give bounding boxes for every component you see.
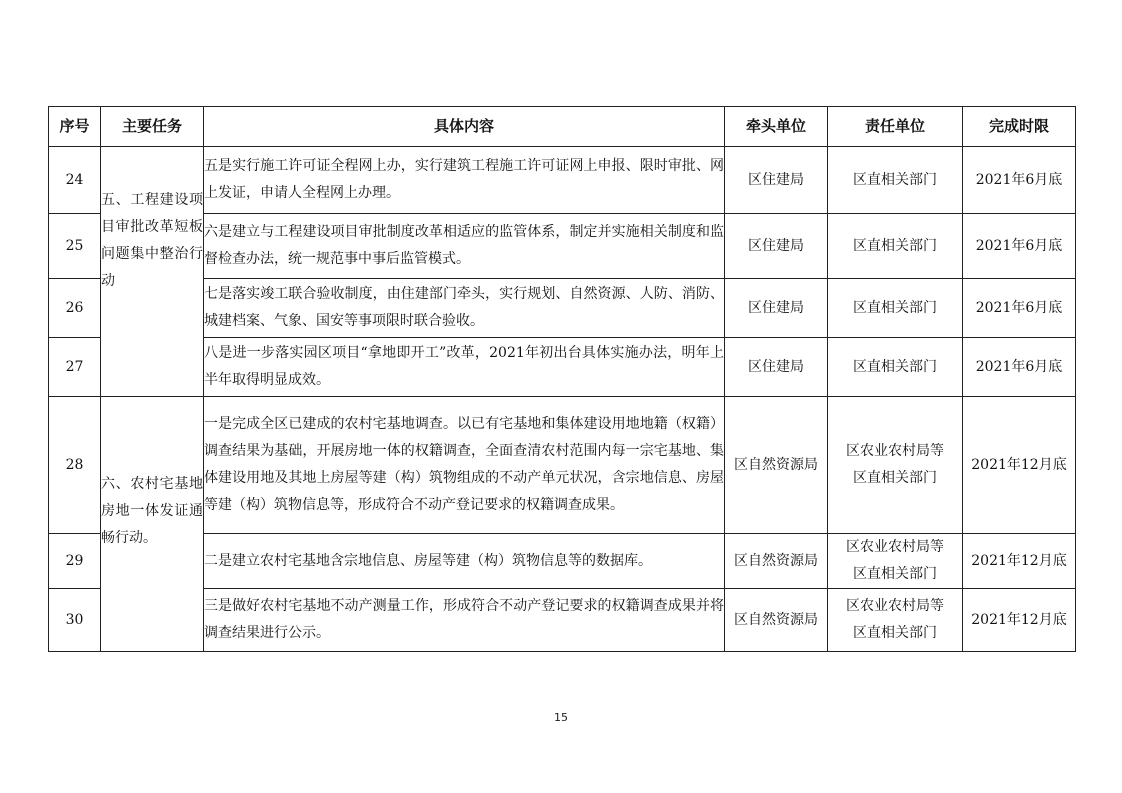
row-deadline: 2021年6月底 <box>963 147 1076 214</box>
task-table <box>48 106 1076 652</box>
responsible-unit-line: 区直相关部门 <box>853 358 937 375</box>
row-content: 七是落实竣工联合验收制度，由住建部门牵头，实行规划、自然资源、人防、消防、城建档案、气象、国安等事项限时联合验收。 <box>204 279 725 338</box>
row-number: 25 <box>49 214 101 279</box>
responsible-unit-line: 区直相关部门 <box>853 566 937 582</box>
row-content: 八是进一步落实园区项目“拿地即开工”改革，2021年初出台具体实施办法，明年上半年取得明显成效。 <box>204 338 725 397</box>
table-row <box>49 534 1076 589</box>
main-task-cell <box>101 397 204 652</box>
header-serial-number: 序号 <box>49 107 101 147</box>
row-lead-unit: 区住建局 <box>725 147 828 214</box>
table-row <box>49 338 1076 397</box>
header-lead-unit: 牵头单位 <box>725 107 828 147</box>
row-deadline: 2021年12月底 <box>963 397 1076 534</box>
row-content: 五是实行施工许可证全程网上办，实行建筑工程施工许可证网上申报、限时审批、网上发证，申请人全程网上办理。 <box>204 147 725 214</box>
row-content: 六是建立与工程建设项目审批制度改革相适应的监管体系，制定并实施相关制度和监督检查办法，统一规范事中事后监管模式。 <box>204 214 725 279</box>
row-deadline: 2021年12月底 <box>963 534 1076 589</box>
table-row <box>49 279 1076 338</box>
table-header-row <box>49 107 1076 147</box>
header-responsible-unit: 责任单位 <box>828 107 963 147</box>
row-deadline: 2021年6月底 <box>963 338 1076 397</box>
row-content: 三是做好农村宅基地不动产测量工作，形成符合不动产登记要求的权籍调查成果并将调查结果进行公示。 <box>204 589 725 652</box>
row-number: 24 <box>49 147 101 214</box>
row-number: 28 <box>49 397 101 534</box>
row-lead-unit: 区自然资源局 <box>725 589 828 652</box>
row-content: 二是建立农村宅基地含宗地信息、房屋等建（构）筑物信息等的数据库。 <box>204 534 725 589</box>
row-responsible-unit <box>828 589 963 652</box>
row-lead-unit: 区自然资源局 <box>725 534 828 589</box>
table-row <box>49 589 1076 652</box>
row-number: 26 <box>49 279 101 338</box>
responsible-unit-line: 区直相关部门 <box>853 470 937 486</box>
row-responsible-unit <box>828 147 963 214</box>
responsible-unit-line: 区农业农村局等 <box>846 539 944 555</box>
row-responsible-unit <box>828 397 963 534</box>
main-task-text: 五、工程建设项目审批改革短板问题集中整治行动 <box>101 192 203 289</box>
row-deadline: 2021年12月底 <box>963 589 1076 652</box>
responsible-unit-line: 区农业农村局等 <box>846 598 944 614</box>
row-deadline: 2021年6月底 <box>963 214 1076 279</box>
page-number: 15 <box>554 711 568 724</box>
row-responsible-unit <box>828 279 963 338</box>
row-responsible-unit <box>828 534 963 589</box>
row-responsible-unit <box>828 338 963 397</box>
row-lead-unit: 区住建局 <box>725 338 828 397</box>
row-content: 一是完成全区已建成的农村宅基地调查。以已有宅基地和集体建设用地地籍（权籍）调查结果为基础，开展房地一体的权籍调查，全面查清农村范围内每一宗宅基地、集体建设用地及其地上房屋等建（构）筑物组成的不动产单元状况，含宗地信息、房屋等建（构）筑物信息等，形成符合不动产登记要求的权籍调查成果。 <box>204 397 725 534</box>
row-lead-unit: 区住建局 <box>725 214 828 279</box>
header-specific-content: 具体内容 <box>204 107 725 147</box>
row-lead-unit: 区住建局 <box>725 279 828 338</box>
table-row <box>49 397 1076 534</box>
row-number: 27 <box>49 338 101 397</box>
responsible-unit-line: 区直相关部门 <box>853 299 937 316</box>
responsible-unit-line: 区直相关部门 <box>853 171 937 188</box>
row-responsible-unit <box>828 214 963 279</box>
row-number: 29 <box>49 534 101 589</box>
main-task-cell <box>101 147 204 397</box>
main-task-text: 六、农村宅基地房地一体发证通畅行动。 <box>101 476 203 546</box>
row-lead-unit: 区自然资源局 <box>725 397 828 534</box>
responsible-unit-line: 区直相关部门 <box>853 237 937 254</box>
table-row <box>49 147 1076 214</box>
row-number: 30 <box>49 589 101 652</box>
responsible-unit-line: 区直相关部门 <box>853 625 937 641</box>
row-deadline: 2021年6月底 <box>963 279 1076 338</box>
header-deadline: 完成时限 <box>963 107 1076 147</box>
header-main-task: 主要任务 <box>101 107 204 147</box>
responsible-unit-line: 区农业农村局等 <box>846 443 944 459</box>
